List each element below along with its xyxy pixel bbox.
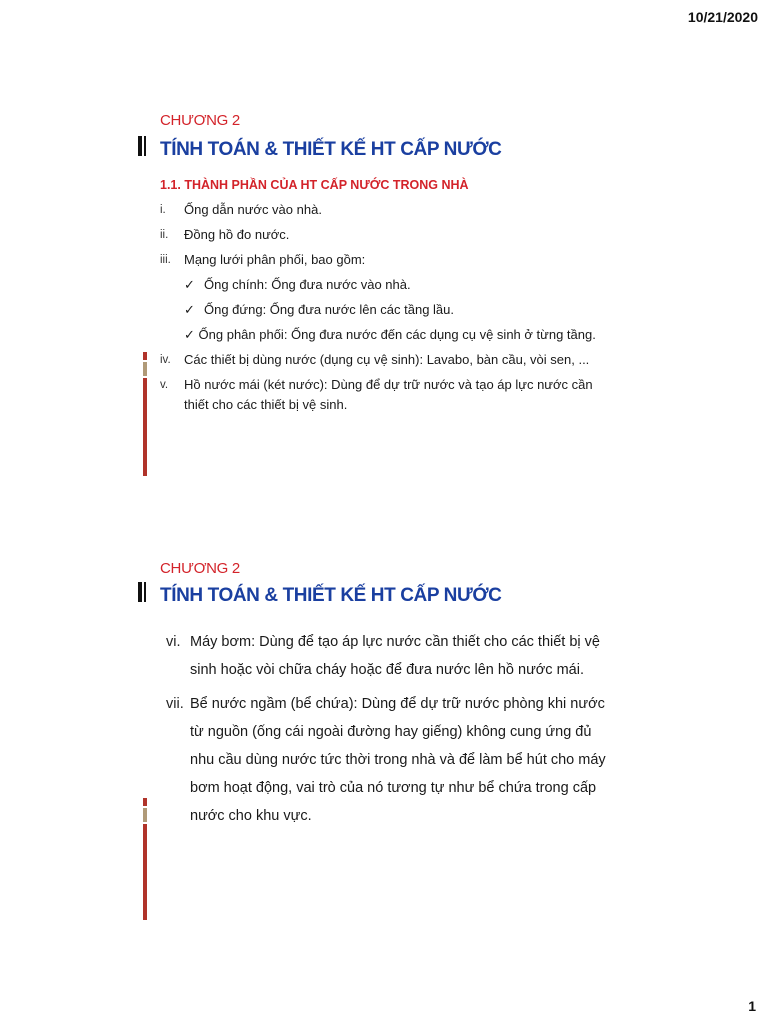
item-text: Các thiết bị dùng nước (dụng cụ vệ sinh): Lavabo, bàn cầu, vòi sen, ... (184, 352, 590, 367)
side-rule-mid (143, 808, 147, 822)
side-rule-main (143, 378, 147, 476)
side-rule-top (143, 352, 147, 360)
section-heading: 1.1. THÀNH PHẦN CỦA HT CẤP NƯỚC TRONG NHÀ (160, 178, 469, 192)
item-number: iv. (160, 354, 171, 366)
list-item (160, 225, 620, 245)
item-number: vi. (166, 634, 181, 650)
title-marker (138, 582, 142, 602)
side-rule-top (143, 798, 147, 806)
list-item (160, 250, 620, 345)
item-number: vii. (166, 696, 184, 712)
component-list (160, 200, 620, 420)
check-item (184, 275, 620, 295)
item-text: Đồng hồ đo nước. (184, 227, 290, 242)
item-number: iii. (160, 254, 171, 266)
item-text: Máy bơm: Dùng để tạo áp lực nước cần thiết cho các thiết bị vệ sinh hoặc vòi chữa cháy hoặc để đưa nước lên hồ nước mái. (190, 634, 600, 678)
check-item (184, 300, 620, 320)
item-text: Bể nước ngầm (bể chứa): Dùng để dự trữ nước phòng khi nước từ nguồn (ống cái ngoài đường hay giếng) không cung ứng đủ nhu cầu dùng nước tức thời trong nhà và để làm bể hút cho máy bơm hoạt động, vai trò của nó tương tự như bể chứa trong cấp nước cho khu vực. (190, 696, 606, 824)
slide-title: TÍNH TOÁN & THIẾT KẾ HT CẤP NƯỚC (160, 585, 502, 606)
list-item (160, 350, 620, 370)
chapter-label: CHƯƠNG 2 (160, 112, 240, 129)
list-item (160, 375, 620, 415)
slide-title: TÍNH TOÁN & THIẾT KẾ HT CẤP NƯỚC (160, 139, 502, 160)
title-marker (138, 136, 142, 156)
side-rule-main (143, 824, 147, 920)
item-number: v. (160, 379, 169, 391)
list-item (166, 690, 606, 830)
side-rule-mid (143, 362, 147, 376)
check-icon: ✓ (184, 302, 195, 317)
item-text: Hồ nước mái (két nước): Dùng để dự trữ nước và tạo áp lực nước cần thiết cho các thiết bị vệ sinh. (184, 377, 593, 412)
check-text: Ống chính: Ống đưa nước vào nhà. (204, 277, 411, 292)
item-number: ii. (160, 229, 169, 241)
item-text: Mạng lưới phân phối, bao gồm: (184, 252, 366, 267)
list-item (160, 200, 620, 220)
list-item (166, 628, 606, 684)
title-marker-thin (144, 582, 146, 602)
chapter-label: CHƯƠNG 2 (160, 560, 240, 577)
page-number: 1 (748, 998, 756, 1014)
sub-list (184, 275, 620, 345)
check-text: Ống phân phối: Ống đưa nước đến các dụng cụ vệ sinh ở từng tầng. (198, 327, 596, 342)
item-number: i. (160, 204, 166, 216)
check-item (184, 325, 620, 345)
date-label: 10/21/2020 (687, 9, 758, 25)
check-icon: ✓ (184, 277, 195, 292)
item-text: Ống dẫn nước vào nhà. (184, 202, 322, 217)
check-icon: ✓ (184, 327, 195, 342)
check-text: Ống đứng: Ống đưa nước lên các tầng lầu. (204, 302, 455, 317)
component-list (166, 628, 606, 836)
title-marker-thin (144, 136, 146, 156)
